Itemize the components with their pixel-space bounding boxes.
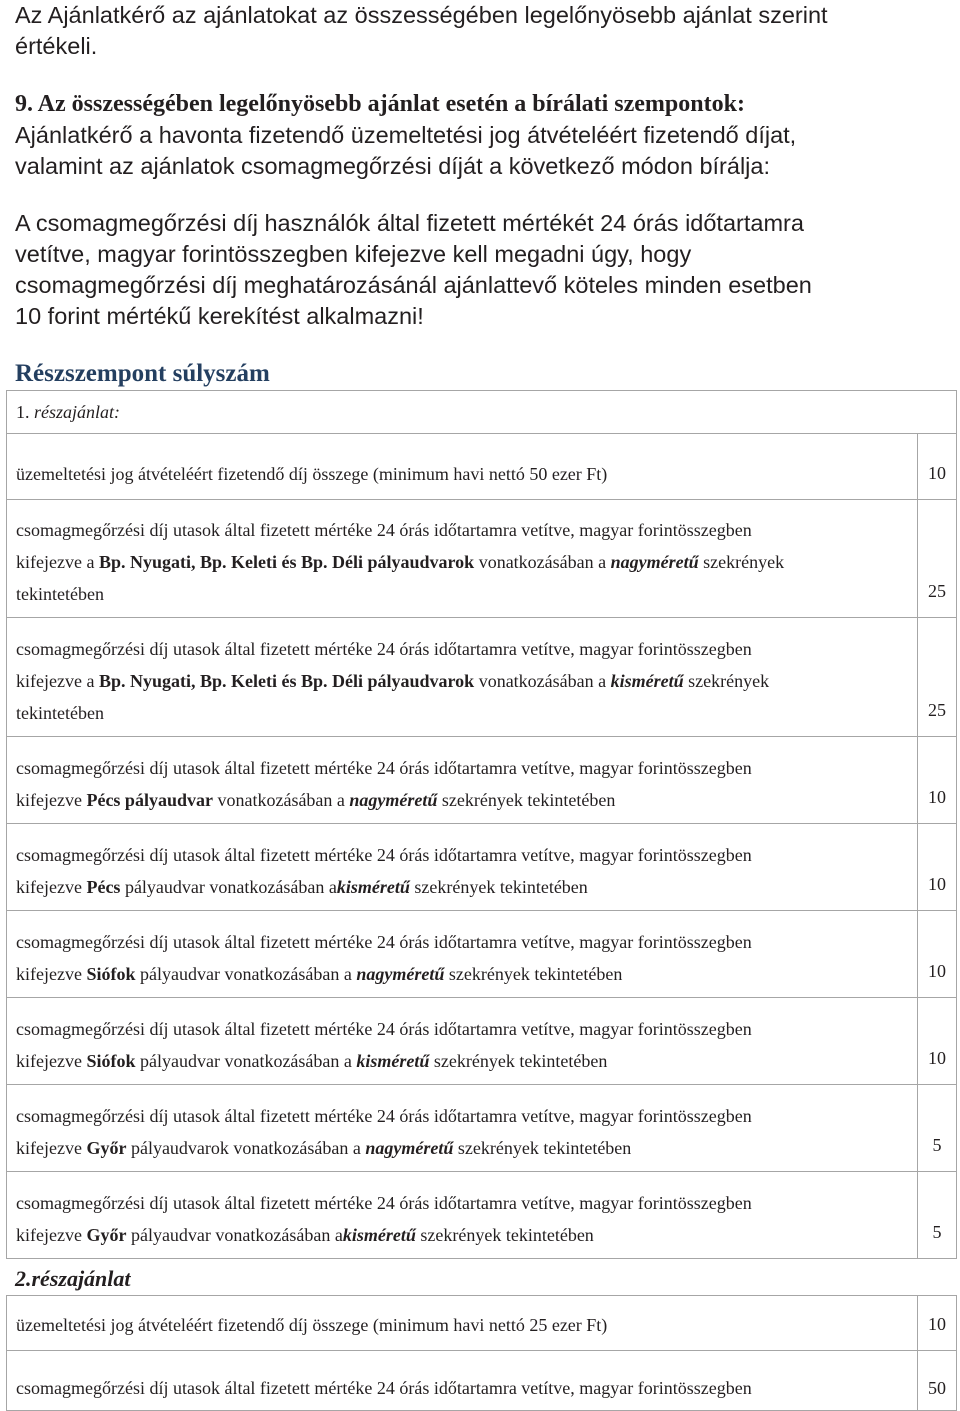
criterion-weight: 25 xyxy=(918,500,957,618)
part1-label: 1. részajánlat: xyxy=(16,402,121,422)
criterion-text: csomagmegőrzési díj utasok által fizetett mértéke 24 órás időtartamra vetítve, magyar forintösszegben xyxy=(16,639,752,659)
criterion-text: kifejezve a Bp. Nyugati, Bp. Keleti és Bp. Déli pályaudvarok vonatkozásában a kisméretű szekrények xyxy=(16,671,770,691)
part2-criteria-table xyxy=(6,1295,957,1411)
note-line-3: csomagmegőrzési díj meghatározásánál ajánlattevő köteles minden esetben xyxy=(15,272,812,298)
criterion-weight: 10 xyxy=(918,911,957,998)
note-line-1: A csomagmegőrzési díj használók által fizetett mértékét 24 órás időtartamra xyxy=(15,210,804,236)
criterion-text: üzemeltetési jog átvételéért fizetendő díj összege (minimum havi nettó 25 ezer Ft) xyxy=(16,1315,608,1335)
criterion-text: kifejezve Pécs pályaudvar vonatkozásában akisméretű szekrények tekintetében xyxy=(16,877,588,897)
criterion-text: kifejezve Siófok pályaudvar vonatkozásában a kisméretű szekrények tekintetében xyxy=(16,1051,608,1071)
criterion-weight: 10 xyxy=(918,998,957,1085)
criterion-text: csomagmegőrzési díj utasok által fizetett mértéke 24 órás időtartamra vetítve, magyar forintösszegben xyxy=(16,1193,752,1213)
table-row xyxy=(7,618,957,737)
criterion-weight: 5 xyxy=(918,1172,957,1259)
section-9-title: 9. Az összességében legelőnyösebb ajánlat esetén a bírálati szempontok: xyxy=(15,91,745,117)
criterion-text: csomagmegőrzési díj utasok által fizetett mértéke 24 órás időtartamra vetítve, magyar forintösszegben xyxy=(16,1019,752,1039)
criterion-text: csomagmegőrzési díj utasok által fizetett mértéke 24 órás időtartamra vetítve, magyar forintösszegben xyxy=(16,1378,752,1398)
criterion-weight: 10 xyxy=(918,737,957,824)
note-line-4: 10 forint mértékű kerekítést alkalmazni! xyxy=(15,303,424,329)
intro-line-1: Az Ajánlatkérő az ajánlatokat az összességében legelőnyösebb ajánlat szerint xyxy=(15,2,828,28)
criterion-text: csomagmegőrzési díj utasok által fizetett mértéke 24 órás időtartamra vetítve, magyar forintösszegben xyxy=(16,1106,752,1126)
criterion-text: üzemeltetési jog átvételéért fizetendő díj összege (minimum havi nettó 50 ezer Ft) xyxy=(16,464,608,484)
part1-criteria-table xyxy=(6,390,957,1259)
criterion-text: tekintetében xyxy=(16,703,104,723)
table-row xyxy=(7,911,957,998)
criteria-heading: Részszempont súlyszám xyxy=(15,360,270,387)
criterion-text: csomagmegőrzési díj utasok által fizetett mértéke 24 órás időtartamra vetítve, magyar forintösszegben xyxy=(16,520,752,540)
table-row xyxy=(7,824,957,911)
table-row xyxy=(7,434,957,500)
criterion-text: tekintetében xyxy=(16,584,104,604)
table-row xyxy=(7,998,957,1085)
criterion-text: csomagmegőrzési díj utasok által fizetett mértéke 24 órás időtartamra vetítve, magyar forintösszegben xyxy=(16,845,752,865)
criterion-text: kifejezve Pécs pályaudvar vonatkozásában a nagyméretű szekrények tekintetében xyxy=(16,790,616,810)
table-row xyxy=(7,1085,957,1172)
criterion-text: kifejezve a Bp. Nyugati, Bp. Keleti és Bp. Déli pályaudvarok vonatkozásában a nagyméretű szekrények xyxy=(16,552,785,572)
section-9-body-line-1: Ajánlatkérő a havonta fizetendő üzemeltetési jog átvételéért fizetendő díjat, xyxy=(15,122,797,148)
criterion-weight: 5 xyxy=(918,1085,957,1172)
intro-line-2: értékeli. xyxy=(15,33,98,59)
table-row xyxy=(7,1172,957,1259)
part1-label-row xyxy=(7,391,957,434)
table-row xyxy=(7,500,957,618)
criterion-weight: 10 xyxy=(918,1296,957,1351)
part2-label: 2.részajánlat xyxy=(15,1266,131,1291)
note-line-2: vetítve, magyar forintösszegben kifejezve kell megadni úgy, hogy xyxy=(15,241,692,267)
criterion-text: csomagmegőrzési díj utasok által fizetett mértéke 24 órás időtartamra vetítve, magyar forintösszegben xyxy=(16,758,752,778)
criterion-weight: 25 xyxy=(918,618,957,737)
criterion-text: kifejezve Győr pályaudvarok vonatkozásában a nagyméretű szekrények tekintetében xyxy=(16,1138,632,1158)
table-row xyxy=(7,1296,957,1351)
criterion-weight: 50 xyxy=(918,1351,957,1411)
section-9-body-line-2: valamint az ajánlatok csomagmegőrzési díját a következő módon bírálja: xyxy=(15,153,770,179)
criterion-weight: 10 xyxy=(918,434,957,500)
criterion-text: kifejezve Siófok pályaudvar vonatkozásában a nagyméretű szekrények tekintetében xyxy=(16,964,623,984)
table-row xyxy=(7,737,957,824)
table-row xyxy=(7,1351,957,1411)
criterion-text: csomagmegőrzési díj utasok által fizetett mértéke 24 órás időtartamra vetítve, magyar forintösszegben xyxy=(16,932,752,952)
criterion-text: kifejezve Győr pályaudvar vonatkozásában akisméretű szekrények tekintetében xyxy=(16,1225,594,1245)
criterion-weight: 10 xyxy=(918,824,957,911)
